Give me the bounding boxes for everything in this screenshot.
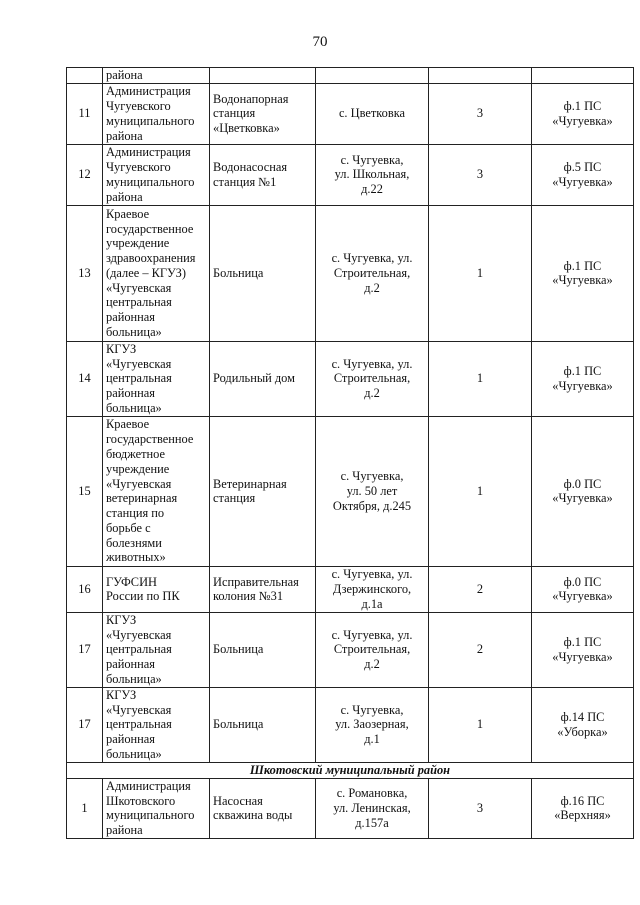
cell-category: 3 xyxy=(429,778,532,838)
cell-feeder: ф.0 ПС «Чугуевка» xyxy=(532,566,634,612)
cell-address: с. Чугуевка, ул. 50 лет Октября, д.245 xyxy=(316,416,429,566)
cell-number: 16 xyxy=(67,566,103,612)
cell-organization: ГУФСИН России по ПК xyxy=(103,566,210,612)
table-row xyxy=(67,83,634,144)
cell-object: Водонасосная станция №1 xyxy=(210,144,316,205)
power-consumers-table xyxy=(66,67,634,839)
table-row xyxy=(67,144,634,205)
cell-category: 1 xyxy=(429,341,532,416)
cell-feeder xyxy=(532,68,634,84)
section-title: Шкотовский муниципальный район xyxy=(67,762,634,778)
cell-category: 2 xyxy=(429,612,532,687)
cell-number: 15 xyxy=(67,416,103,566)
table-row xyxy=(67,416,634,566)
cell-organization: Краевое государственное бюджетное учреждение «Чугуевская ветеринарная станция по борьбе с болезнями животных» xyxy=(103,416,210,566)
cell-feeder: ф.1 ПС «Чугуевка» xyxy=(532,83,634,144)
cell-number: 17 xyxy=(67,687,103,762)
cell-organization: КГУЗ «Чугуевская центральная районная больница» xyxy=(103,687,210,762)
cell-organization: Администрация Чугуевского муниципального района xyxy=(103,144,210,205)
table-row xyxy=(67,341,634,416)
cell-number: 11 xyxy=(67,83,103,144)
cell-address: с. Романовка, ул. Ленинская, д.157а xyxy=(316,778,429,838)
cell-category: 3 xyxy=(429,144,532,205)
cell-object: Больница xyxy=(210,687,316,762)
table-row xyxy=(67,205,634,341)
cell-organization: Администрация Чугуевского муниципального района xyxy=(103,83,210,144)
cell-feeder: ф.1 ПС «Чугуевка» xyxy=(532,612,634,687)
cell-address: с. Цветковка xyxy=(316,83,429,144)
cell-feeder: ф.5 ПС «Чугуевка» xyxy=(532,144,634,205)
cell-address: с. Чугуевка, ул. Школьная, д.22 xyxy=(316,144,429,205)
cell-category: 3 xyxy=(429,83,532,144)
cell-organization: Администрация Шкотовского муниципального района xyxy=(103,778,210,838)
cell-number: 17 xyxy=(67,612,103,687)
cell-address: с. Чугуевка, ул. Заозерная, д.1 xyxy=(316,687,429,762)
cell-address: с. Чугуевка, ул. Дзержинского, д.1а xyxy=(316,566,429,612)
cell-object: Больница xyxy=(210,205,316,341)
cell-category xyxy=(429,68,532,84)
table-row xyxy=(67,566,634,612)
table-row xyxy=(67,687,634,762)
cell-feeder: ф.0 ПС «Чугуевка» xyxy=(532,416,634,566)
cell-organization: КГУЗ «Чугуевская центральная районная больница» xyxy=(103,341,210,416)
cell-number: 12 xyxy=(67,144,103,205)
cell-number: 14 xyxy=(67,341,103,416)
cell-category: 1 xyxy=(429,687,532,762)
cell-number xyxy=(67,68,103,84)
table-row xyxy=(67,612,634,687)
cell-category: 1 xyxy=(429,416,532,566)
cell-address: с. Чугуевка, ул. Строительная, д.2 xyxy=(316,341,429,416)
cell-organization: района xyxy=(103,68,210,84)
table-row-continuation xyxy=(67,68,634,84)
cell-address: с. Чугуевка, ул. Строительная, д.2 xyxy=(316,612,429,687)
cell-number: 1 xyxy=(67,778,103,838)
cell-object: Ветеринарная станция xyxy=(210,416,316,566)
table-row xyxy=(67,778,634,838)
cell-object: Водонапорная станция «Цветковка» xyxy=(210,83,316,144)
cell-object: Больница xyxy=(210,612,316,687)
cell-feeder: ф.14 ПС «Уборка» xyxy=(532,687,634,762)
page-number: 70 xyxy=(312,34,328,50)
cell-address xyxy=(316,68,429,84)
cell-object xyxy=(210,68,316,84)
section-header-row xyxy=(67,762,634,778)
cell-feeder: ф.1 ПС «Чугуевка» xyxy=(532,341,634,416)
cell-organization: КГУЗ «Чугуевская центральная районная больница» xyxy=(103,612,210,687)
cell-object: Насосная скважина воды xyxy=(210,778,316,838)
cell-number: 13 xyxy=(67,205,103,341)
cell-object: Родильный дом xyxy=(210,341,316,416)
cell-object: Исправительная колония №31 xyxy=(210,566,316,612)
cell-category: 2 xyxy=(429,566,532,612)
cell-feeder: ф.16 ПС «Верхняя» xyxy=(532,778,634,838)
cell-category: 1 xyxy=(429,205,532,341)
cell-feeder: ф.1 ПС «Чугуевка» xyxy=(532,205,634,341)
cell-address: с. Чугуевка, ул. Строительная, д.2 xyxy=(316,205,429,341)
cell-organization: Краевое государственное учреждение здравоохранения (далее – КГУЗ) «Чугуевская центральная районная больница» xyxy=(103,205,210,341)
